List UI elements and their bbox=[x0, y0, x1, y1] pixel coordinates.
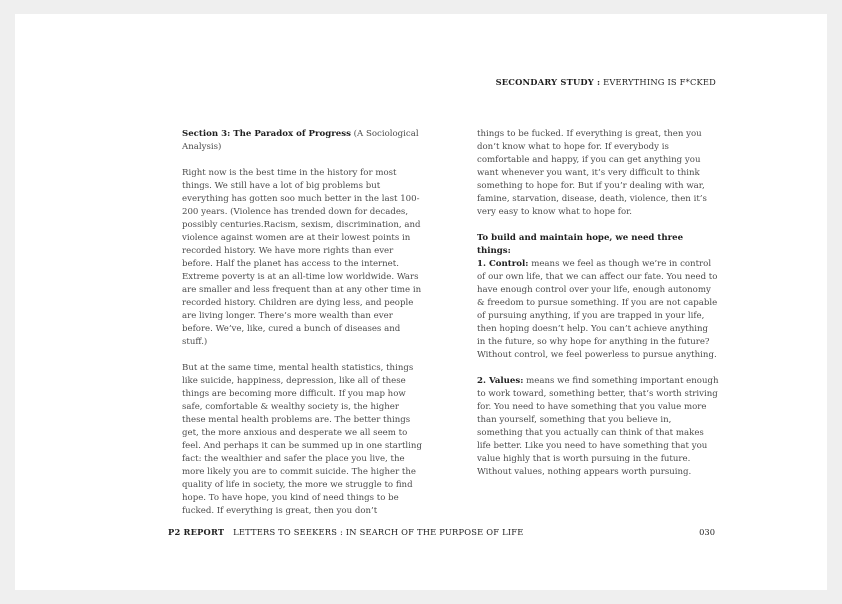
report-page bbox=[15, 14, 827, 590]
section-heading-block bbox=[182, 128, 424, 154]
right-column bbox=[477, 128, 719, 492]
section-heading: Section 3: The Paradox of Progress bbox=[182, 129, 351, 139]
report-title: LETTERS TO SEEKERS : IN SEARCH OF THE PURPOSE OF LIFE bbox=[233, 527, 524, 537]
section-subtitle: (A Sociological Analysis) bbox=[182, 129, 419, 152]
study-title: EVERYTHING IS F*CKED bbox=[603, 77, 716, 87]
values-paragraph bbox=[477, 375, 719, 479]
values-label: 2. Values: bbox=[477, 376, 524, 386]
running-header bbox=[496, 77, 716, 87]
left-column bbox=[182, 128, 424, 531]
footer bbox=[168, 527, 523, 537]
paragraph: things to be fucked. If everything is great, then you don’t know what to hope for. If everybody is comfortable and happy, if you can get anything you want whenever you want, it’s very difficult to think something to hope for. But if you’r dealing with war, famine, starvation, disease, death, violence, then it’s very easy to know what to hope for. bbox=[477, 129, 707, 217]
hope-requirements bbox=[477, 232, 719, 362]
paragraph: Right now is the best time in the history for most things. We still have a lot of big problems but everything has gotten soo much better in the last 100-200 years. (Violence has trended down for decades, possibly centuries.Racism, sexism, discrimination, and violence against women are at their lowest points in recorded history. We have more rights than ever before. Half the planet has access to the internet. Extreme poverty is at an all-time low worldwide. Wars are smaller and less frequent than at any other time in recorded history. Children are dying less, and people are living longer. There’s more wealth than ever before. We’ve, like, cured a bunch of diseases and stuff.) bbox=[182, 168, 422, 347]
control-text: means we feel as though we’re in control of our own life, that we can affect our fate. You need to have enough control over your life, enough autonomy & freedom to pursue something. If you are not capable of pursuing anything, if you are trapped in your life, then hoping doesn’t help. You can’t achieve anything in the future, so why hope for anything in the future? Without control, we feel powerless to pursue anything. bbox=[477, 259, 718, 360]
build-hope-heading: To build and maintain hope, we need three things: bbox=[477, 233, 684, 256]
page-number: 030 bbox=[699, 527, 715, 537]
paragraph: But at the same time, mental health statistics, things like suicide, happiness, depression, like all of these things are becoming more difficult. If you map how safe, comfortable & wealthy society is, the higher these mental health problems are. The better things get, the more anxious and desperate we all seem to feel. And perhaps it can be summed up in one startling fact: the wealthier and safer the place you live, the more likely you are to commit suicide. The higher the quality of life in society, the more we struggle to find hope. To have hope, you kind of need things to be fucked. If everything is great, then you don’t bbox=[182, 363, 422, 516]
values-text: means we find something important enough to work toward, something better, that’s worth striving for. You need to have something that you value more than yourself, something that you believe in, something that you actually can think of that makes life better. Like you need to have something that you value highly that is worth pursuing in the future. Without values, nothing appears worth pursuing. bbox=[477, 376, 719, 477]
study-label: SECONDARY STUDY : bbox=[495, 77, 601, 87]
report-label: P2 REPORT bbox=[168, 527, 225, 537]
control-label: 1. Control: bbox=[477, 259, 529, 269]
